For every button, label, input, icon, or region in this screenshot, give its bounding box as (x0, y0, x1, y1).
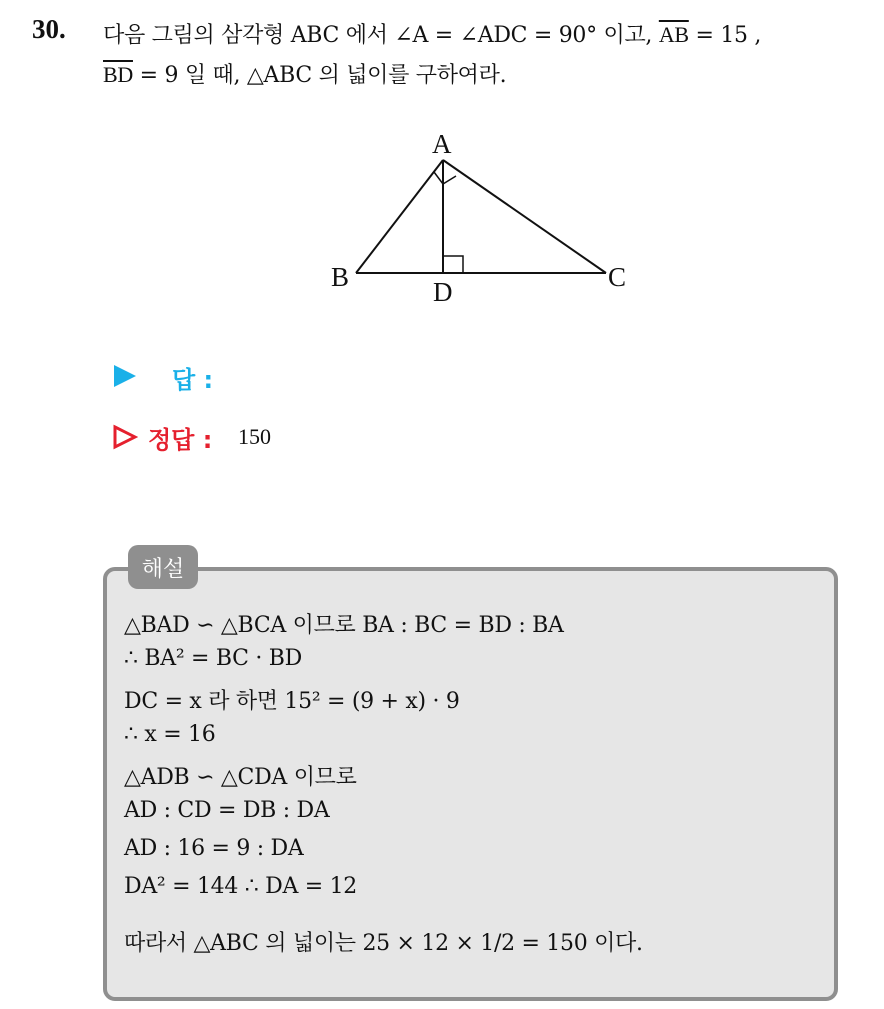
solution-line-8-text: DA² = 144 ∴ DA = 12 (124, 874, 357, 899)
solution-line-5 (124, 760, 357, 791)
segment-ab: $\overline{AB}$ (658, 22, 689, 47)
solution-line-9-text: 따라서 △ABC 의 넓이는 25 × 12 × 1/2 = 150 이다. (124, 931, 643, 956)
question-line2-post: = 9 일 때, △ABC 의 넓이를 구하여라. (132, 63, 507, 88)
solution-line-2-text: ∴ BA² = BC · BD (124, 646, 302, 671)
solution-tag: 해설 (128, 545, 198, 589)
question-text-line-1 (103, 18, 761, 49)
question-line1-post: = 15 , (688, 23, 762, 48)
triangle-figure (325, 128, 645, 308)
question-text-line-2 (103, 58, 506, 89)
label-a: A (432, 129, 452, 159)
solution-line-3 (124, 684, 460, 715)
solution-line-8 (124, 874, 357, 899)
solution-line-6-text: AD : CD = DB : DA (124, 798, 330, 823)
label-b: B (331, 262, 350, 292)
side-ac (443, 160, 606, 273)
solution-line-7 (124, 836, 303, 861)
answer-label: 답 : (172, 366, 214, 394)
solution-line-4-text: ∴ x = 16 (124, 722, 216, 747)
solution-line-1 (124, 608, 564, 639)
right-angle-mark-a (434, 172, 456, 184)
correct-triangle-icon (112, 424, 138, 450)
correct-answer-label: 정답 : (148, 426, 213, 454)
solution-line-7-text: AD : 16 = 9 : DA (124, 836, 304, 861)
question-line1-pre: 다음 그림의 삼각형 ABC 에서 ∠A = ∠ADC = 90° 이고, (103, 23, 659, 48)
solution-line-4 (124, 722, 215, 747)
solution-line-2 (124, 646, 302, 671)
side-ab (356, 160, 443, 273)
solution-line-1-text: △BAD ∽ △BCA 이므로 BA : BC = BD : BA (124, 613, 564, 638)
question-number: 30. (32, 14, 66, 44)
answer-triangle-icon (112, 363, 138, 389)
right-angle-mark-d (443, 256, 463, 273)
label-d: D (433, 277, 453, 307)
solution-line-5-text: △ADB ∽ △CDA 이므로 (124, 765, 357, 790)
solution-line-6 (124, 798, 329, 823)
solution-line-3-text: DC = x 라 하면 15² = (9 + x) · 9 (124, 689, 460, 714)
correct-answer-value: 150 (238, 424, 271, 449)
segment-bd: $\overline{BD}$ (103, 62, 133, 87)
label-c: C (608, 262, 627, 292)
solution-line-9 (124, 926, 643, 957)
